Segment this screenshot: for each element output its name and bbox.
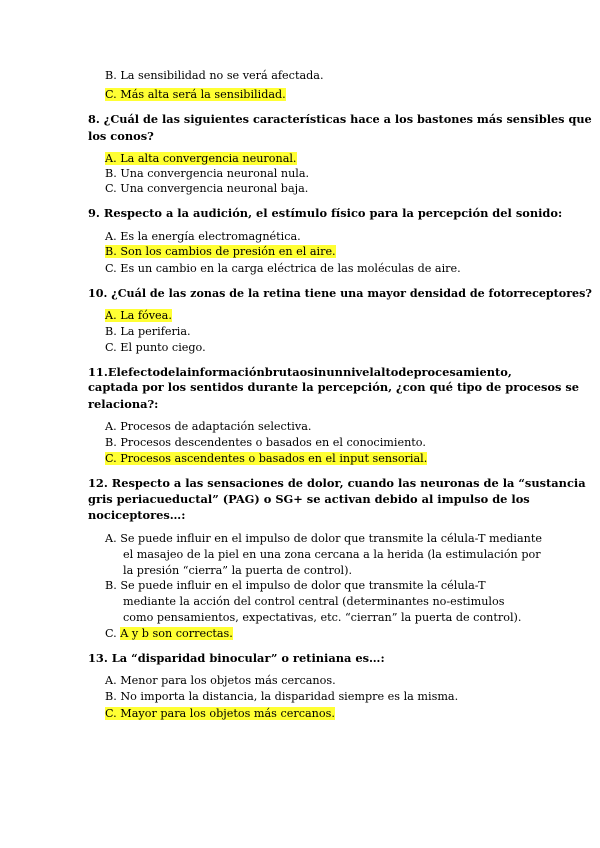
highlight: C. Mayor para los objetos más cercanos.: [105, 707, 335, 720]
q11-option-a: A. Procesos de adaptación selectiva.: [105, 420, 312, 433]
question-11-word: 11.: [88, 365, 108, 379]
q12-option-a-cont: el masajeo de la piel en una zona cercana a la herida (la estimulación por: [123, 548, 541, 561]
q13-option-c-answer: [105, 706, 335, 721]
question-11-word: bruta: [264, 365, 300, 379]
q12-option-a-cont2: la presión “cierra” la puerta de control).: [123, 564, 353, 577]
question-11: [88, 365, 512, 380]
q8-option-c: C. Una convergencia neuronal baja.: [105, 182, 309, 195]
highlight: A. La fóvea.: [105, 309, 172, 322]
q11-option-c-answer: [105, 451, 427, 466]
q13-option-a: A. Menor para los objetos más cercanos.: [105, 674, 336, 687]
question-8: 8. ¿Cuál de las siguientes características hace a los bastones más sensibles que: [88, 112, 592, 126]
q9-option-a: A. Es la energía electromagnética.: [105, 230, 301, 243]
question-11-word: un: [326, 365, 343, 379]
question-10: 10. ¿Cuál de las zonas de la retina tiene una mayor densidad de fotorreceptores?: [88, 287, 592, 300]
q10-option-c: C. El punto ciego.: [105, 341, 206, 354]
q10-option-a-answer: [105, 308, 172, 323]
question-11-word: sin: [307, 365, 327, 379]
question-11-word: información: [187, 365, 265, 379]
highlight: B. Son los cambios de presión en el aire.: [105, 245, 336, 258]
question-11-word: procesamiento,: [413, 365, 512, 379]
q13-option-b: B. No importa la distancia, la disparidad siempre es la misma.: [105, 690, 459, 703]
question-13: 13. La “disparidad binocular” o retiniana es…:: [88, 651, 385, 665]
question-12-cont2: nociceptores…:: [88, 508, 186, 522]
question-11-cont: captada por los sentidos durante la percepción, ¿con qué tipo de procesos se: [88, 380, 580, 394]
question-11-cont2: relaciona?:: [88, 397, 159, 411]
option-b: B. La sensibilidad no se verá afectada.: [105, 69, 324, 82]
question-11-word: la: [175, 365, 188, 379]
question-12: 12. Respecto a las sensaciones de dolor, cuando las neuronas de la “sustancia: [88, 476, 586, 490]
q9-option-c: C. Es un cambio en la carga eléctrica de las moléculas de aire.: [105, 262, 461, 275]
option-c-answer: [105, 87, 286, 102]
q11-option-b: B. Procesos descendentes o basados en el conocimiento.: [105, 436, 426, 449]
question-12-cont: gris periacueductal” (PAG) o SG+ se activan debido al impulso de los: [88, 492, 530, 506]
question-11-word: El: [107, 365, 121, 379]
question-11-word: efecto: [120, 365, 161, 379]
option-prefix: C.: [105, 627, 121, 640]
question-11-word: nivel: [342, 365, 374, 379]
question-11-word: de: [160, 365, 176, 379]
q10-option-b: B. La periferia.: [105, 325, 191, 338]
highlight: A y b son correctas.: [120, 627, 233, 640]
q12-option-b-cont: mediante la acción del control central (determinantes no-estimulos: [123, 595, 505, 608]
q9-option-b-answer: [105, 244, 336, 259]
q12-option-c-answer: [105, 626, 233, 641]
question-11-word: de: [398, 365, 414, 379]
q8-option-b: B. Una convergencia neuronal nula.: [105, 167, 310, 180]
highlight: A. La alta convergencia neuronal.: [105, 152, 297, 165]
q12-option-b-cont2: como pensamientos, expectativas, etc. “cierran” la puerta de control).: [123, 611, 522, 624]
question-9: 9. Respecto a la audición, el estímulo físico para la percepción del sonido:: [88, 206, 563, 220]
question-11-word: o: [299, 365, 308, 379]
q12-option-b: B. Se puede influir en el impulso de dolor que transmite la célula-T: [105, 579, 486, 592]
question-8-cont: los conos?: [88, 129, 154, 143]
q12-option-a: A. Se puede influir en el impulso de dolor que transmite la célula-T mediante: [105, 532, 542, 545]
highlight: C. Más alta será la sensibilidad.: [105, 88, 286, 101]
highlight: C. Procesos ascendentes o basados en el input sensorial.: [105, 452, 428, 465]
question-11-word: alto: [373, 365, 399, 379]
q8-option-a-answer: [105, 151, 297, 166]
